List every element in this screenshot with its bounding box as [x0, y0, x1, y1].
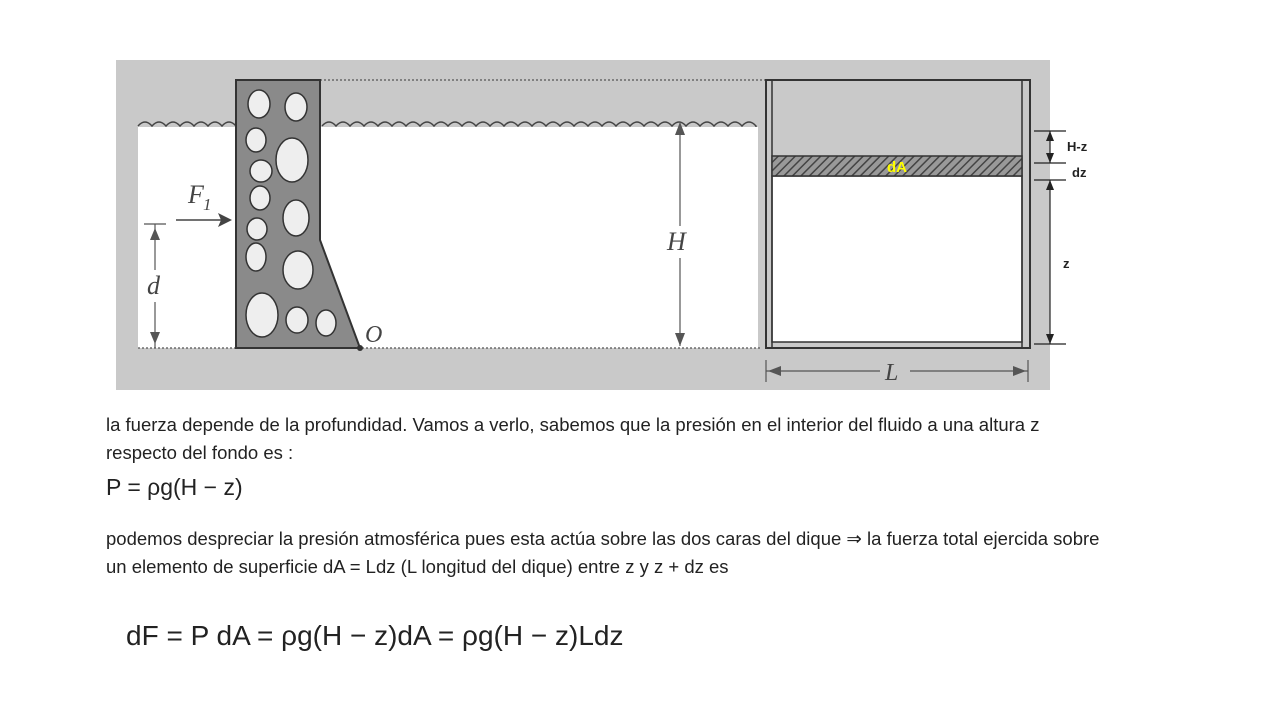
pivot-label: O	[365, 322, 383, 348]
strip-label: dA	[887, 159, 907, 176]
z-label: z	[1063, 256, 1070, 271]
h-minus-z-label: H-z	[1067, 139, 1088, 154]
depth-label: d	[147, 271, 160, 300]
pressure-equation: P = ρg(H − z)	[106, 474, 243, 500]
explanation-paragraph-1: la fuerza depende de la profundidad. Vamos a verlo, sabemos que la presión en el interior del fluido a una altura z respecto del fondo es :	[106, 414, 1040, 463]
dz-label: dz	[1072, 165, 1087, 180]
front-view-lower	[772, 176, 1022, 342]
length-label: L	[885, 360, 899, 386]
force-element-equation: dF = P dA = ρg(H − z)dA = ρg(H − z)Ldz	[126, 620, 624, 651]
pivot-point	[357, 345, 363, 351]
height-label: H	[667, 227, 686, 256]
explanation-paragraph-2: podemos despreciar la presión atmosférica pues esta actúa sobre las dos caras del dique ⇒ la fuerza total ejercida sobre un elemento de superficie dA = Ldz (L longitud del dique) entre z y z + dz es	[106, 528, 1100, 577]
force-subscript: 1	[203, 195, 212, 214]
force-label: F	[188, 180, 204, 209]
